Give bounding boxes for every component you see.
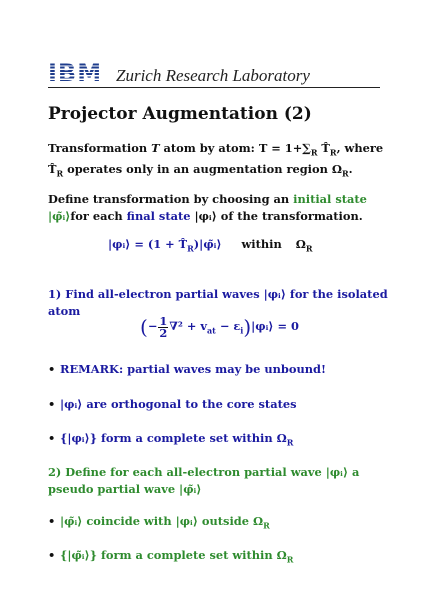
- step-1-line-2: atom: [48, 304, 81, 318]
- eq2-eps-sub: i: [240, 325, 244, 336]
- intro-sub: R: [56, 168, 64, 179]
- eq2-open-paren: (: [140, 315, 148, 339]
- bullet-pseudo-complete: [48, 547, 388, 568]
- bullet-text: |φ̃ᵢ⟩ coincide with |φᵢ⟩ outside Ω: [60, 514, 264, 528]
- intro-sub: R: [341, 168, 349, 179]
- eq2-close-paren: ): [243, 315, 252, 339]
- step-2: [48, 464, 384, 498]
- step-2-line-2: pseudo partial wave |φ̃ᵢ⟩: [48, 482, 202, 496]
- equation-transformation: [108, 237, 313, 253]
- bullet-sub: R: [286, 554, 294, 565]
- bullet-remark: [48, 361, 388, 378]
- slide-title: Projector Augmentation (2): [48, 104, 312, 124]
- lab-name: Zurich Research Laboratory: [116, 66, 310, 85]
- bullet-dot-icon: •: [48, 548, 56, 562]
- step-2-line-1: 2) Define for each all-electron partial wave |φᵢ⟩ a: [48, 465, 360, 479]
- bullet-sub: R: [263, 520, 270, 531]
- bullet-text: REMARK: partial waves may be unbound!: [60, 362, 327, 376]
- eq2-minus: −: [147, 319, 158, 333]
- bullet-dot-icon: •: [48, 431, 56, 445]
- ibm-logo: IBM: [48, 59, 103, 87]
- eq2-epsilon: − ε: [215, 319, 241, 333]
- bullet-text: {|φᵢ⟩} form a complete set within Ω: [60, 431, 287, 445]
- define-text: for each: [70, 209, 127, 223]
- eq2-nabla: ∇² + v: [169, 319, 207, 333]
- define-line-2: [48, 208, 384, 225]
- bullet-dot-icon: •: [48, 362, 56, 376]
- bullet-sub: R: [286, 437, 294, 448]
- intro-line-1: [48, 140, 384, 161]
- intro-text: atom by atom:: [159, 141, 259, 155]
- intro-text: Transformation: [48, 141, 152, 155]
- eq1-lhs: |φᵢ⟩ = (1 + T̂: [108, 237, 188, 251]
- define-line-1: [48, 191, 384, 208]
- intro-T-hat: T̂: [48, 162, 57, 177]
- eq2-numerator: 1: [159, 313, 168, 328]
- initial-state-term: initial state: [293, 192, 367, 206]
- intro-text: .: [348, 162, 353, 177]
- bullet-text: |φᵢ⟩ are orthogonal to the core states: [60, 397, 297, 411]
- intro-eq: T = 1+∑: [258, 141, 311, 155]
- final-state-term: final state: [126, 209, 191, 223]
- bullet-orthogonal: [48, 396, 388, 413]
- eq1-sub: R: [187, 243, 194, 254]
- header-divider: [48, 87, 380, 88]
- intro-T-hat: T̂: [317, 141, 330, 155]
- bullet-dot-icon: •: [48, 514, 56, 528]
- intro-T: T: [151, 141, 160, 155]
- bullet-complete-set: [48, 430, 388, 451]
- intro-text: operates only in an augmentation region Ω: [63, 162, 342, 177]
- pseudo-state-symbol: |φ̃ᵢ⟩: [48, 209, 71, 223]
- intro-text: , where: [336, 141, 384, 155]
- step-1-line-1: 1) Find all-electron partial waves |φᵢ⟩ for the isolated: [48, 287, 388, 301]
- intro-sub: R: [310, 147, 318, 158]
- bullet-coincide: [48, 513, 388, 534]
- bullet-dot-icon: •: [48, 397, 56, 411]
- eq2-v-sub: at: [206, 325, 216, 336]
- define-text: |φᵢ⟩ of the transformation.: [190, 209, 363, 223]
- eq1-omega-sub: R: [305, 243, 313, 254]
- intro-line-2: [48, 161, 384, 182]
- eq2-rest: |φᵢ⟩ = 0: [251, 319, 299, 333]
- equation-schrodinger: [140, 314, 299, 342]
- bullet-text: {|φ̃ᵢ⟩} form a complete set within Ω: [60, 548, 287, 562]
- intro-paragraph: [48, 140, 384, 183]
- eq1-rhs: )|φ̃ᵢ⟩: [193, 237, 222, 251]
- eq1-within: within: [241, 237, 282, 251]
- eq2-fraction: [158, 313, 168, 340]
- intro-sub: R: [329, 147, 337, 158]
- define-paragraph: [48, 191, 384, 225]
- eq1-omega: Ω: [295, 237, 306, 251]
- define-text: Define transformation by choosing an: [48, 192, 294, 206]
- eq2-denominator: 2: [159, 325, 168, 340]
